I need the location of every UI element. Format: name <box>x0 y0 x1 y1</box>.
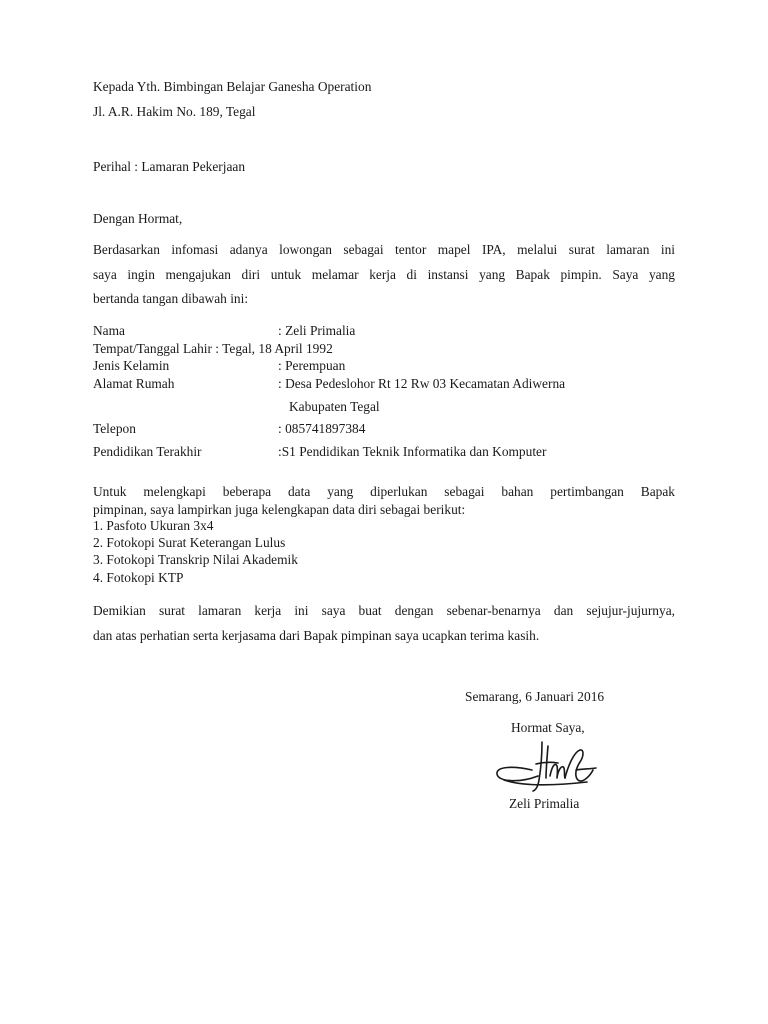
intro-line-1: Berdasarkan infomasi adanya lowongan sebagai tentor mapel IPA, melalui surat lamaran ini <box>93 242 675 257</box>
greeting: Dengan Hormat, <box>93 211 183 226</box>
closing-line-2: dan atas perhatian serta kerjasama dari Bapak pimpinan saya ucapkan terima kasih. <box>93 628 540 643</box>
place-date: Semarang, 6 Januari 2016 <box>465 689 605 704</box>
attachment-item: 2. Fotokopi Surat Keterangan Lulus <box>93 535 286 550</box>
attachment-item: 1. Pasfoto Ukuran 3x4 <box>93 518 214 533</box>
closing-line-1: Demikian surat lamaran kerja ini saya buat dengan sebenar-benarnya dan sejujur-jujurnya, <box>93 603 675 618</box>
field-pendidikan-label: Pendidikan Terakhir <box>93 444 202 459</box>
field-ttl: Tempat/Tanggal Lahir : Tegal, 18 April 1992 <box>93 341 333 356</box>
field-pendidikan-value: :S1 Pendidikan Teknik Informatika dan Komputer <box>278 444 547 459</box>
intro-line-2: saya ingin mengajukan diri untuk melamar kerja di instansi yang Bapak pimpin. Saya yang <box>93 267 675 282</box>
field-jenis-kelamin-value: : Perempuan <box>278 358 346 373</box>
subject-line: Perihal : Lamaran Pekerjaan <box>93 159 246 174</box>
attachment-item: 4. Fotokopi KTP <box>93 570 184 585</box>
recipient-line-2: Jl. A.R. Hakim No. 189, Tegal <box>93 104 256 119</box>
field-alamat-value-2: Kabupaten Tegal <box>289 399 380 414</box>
recipient-line-1: Kepada Yth. Bimbingan Belajar Ganesha Operation <box>93 79 372 94</box>
signer-name: Zeli Primalia <box>509 796 580 811</box>
attachments-intro-line-1: Untuk melengkapi beberapa data yang diperlukan sebagai bahan pertimbangan Bapak <box>93 484 675 499</box>
attachment-item: 3. Fotokopi Transkrip Nilai Akademik <box>93 552 298 567</box>
field-nama-label: Nama <box>93 323 125 338</box>
intro-line-3: bertanda tangan dibawah ini: <box>93 291 249 306</box>
field-jenis-kelamin-label: Jenis Kelamin <box>93 358 170 373</box>
field-telepon-label: Telepon <box>93 421 136 436</box>
handwritten-signature <box>492 736 602 798</box>
field-nama-value: : Zeli Primalia <box>278 323 356 338</box>
field-alamat-value-1: : Desa Pedeslohor Rt 12 Rw 03 Kecamatan Adiwerna <box>278 376 566 391</box>
attachments-intro-line-2: pimpinan, saya lampirkan juga kelengkapan data diri sebagai berikut: <box>93 502 466 517</box>
sign-off: Hormat Saya, <box>511 720 585 735</box>
field-alamat-label: Alamat Rumah <box>93 376 175 391</box>
field-telepon-value: : 085741897384 <box>278 421 366 436</box>
